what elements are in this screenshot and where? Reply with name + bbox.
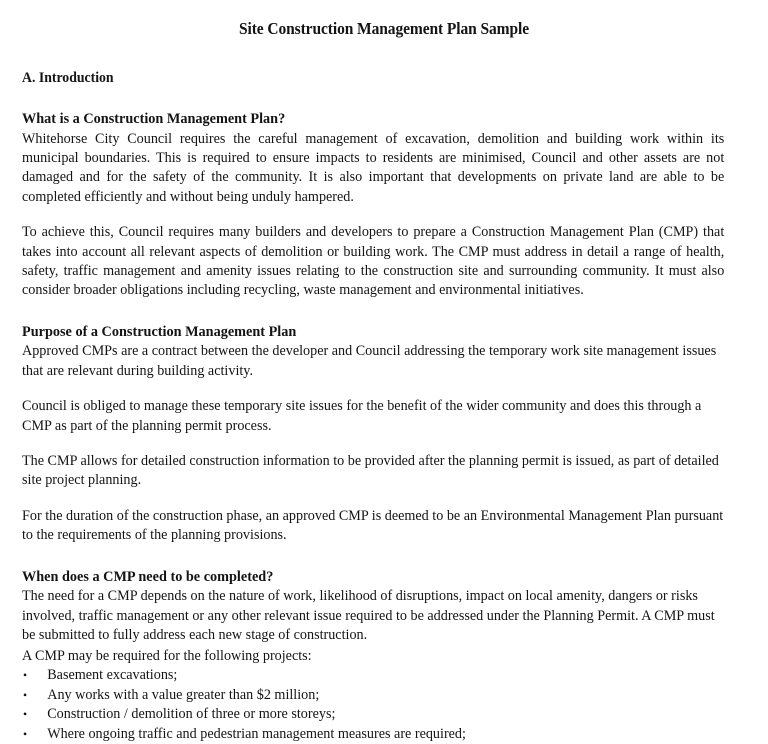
paragraph-approved-cmps: Approved CMPs are a contract between the developer and Council addressing the temporary work site management issues that are relevant during building activity. <box>22 343 717 379</box>
section-label-introduction: A. Introduction <box>22 70 114 86</box>
list-item <box>22 725 724 744</box>
paragraph-to-achieve-this: To achieve this, Council requires many builders and developers to prepare a Construction Management Plan (CMP) that takes into account all relevant aspects of demolition or building work. The CMP must address in detail a range of health, safety, traffic management and amenity issues relating to the construction site and surrounding community. It must also consider broader obligations including recycling, waste management and environmental initiatives. <box>22 224 725 299</box>
list-item <box>22 705 724 725</box>
paragraph-council-obliged: Council is obliged to manage these temporary site issues for the benefit of the wider community and does this through a CMP as part of the planning permit process. <box>22 398 702 434</box>
bullet-point-icon: • <box>22 687 28 702</box>
bullet-point-icon: • <box>22 726 28 741</box>
heading-when-does-a-cmp-need-completing: When does a CMP need to be completed? <box>22 568 274 585</box>
paragraph-duration-construction-phase: For the duration of the construction phase, an approved CMP is deemed to be an Environmental Management Plan pursuant to the requirements of the planning provisions. <box>22 507 724 544</box>
list-item <box>22 666 724 686</box>
list-item-label: Where ongoing traffic and pedestrian management measures are required; <box>47 725 466 742</box>
document-title: Site Construction Management Plan Sample <box>238 19 530 38</box>
paragraph-need-for-a-cmp: The need for a CMP depends on the nature of work, likelihood of disruptions, impact on local amenity, dangers or risks involved, traffic management or any other relevant issue required to be addressed under the Planning Permit. A CMP must be submitted to fully address each new stage of construction. <box>22 588 715 644</box>
project-requirements-list <box>22 666 746 744</box>
paragraph-whitehorse-council: Whitehorse City Council requires the careful management of excavation, demolition and building work within its municipal boundaries. This is required to ensure impacts to residents are minimised, Council and other assets are not damaged and for the safety of the community. It is also important that developments on private land are able to be completed efficiently and without being unduly hampered. <box>22 130 725 205</box>
paragraph-cmp-may-be-required: A CMP may be required for the following projects: <box>22 647 312 664</box>
list-item-label: Basement excavations; <box>47 666 178 683</box>
paragraph-cmp-allows-detail: The CMP allows for detailed construction information to be provided after the planning permit is issued, as part of detailed site project planning. <box>22 453 719 489</box>
list-item-label: Any works with a value greater than $2 million; <box>47 686 320 703</box>
heading-what-is-a-cmp: What is a Construction Management Plan? <box>22 111 286 127</box>
list-item-label: Construction / demolition of three or more storeys; <box>47 706 336 723</box>
bullet-point-icon: • <box>22 707 28 722</box>
document-page <box>0 19 768 742</box>
list-item <box>22 686 724 706</box>
heading-purpose-of-a-cmp: Purpose of a Construction Management Plan <box>22 323 297 340</box>
bullet-point-icon: • <box>22 667 28 682</box>
